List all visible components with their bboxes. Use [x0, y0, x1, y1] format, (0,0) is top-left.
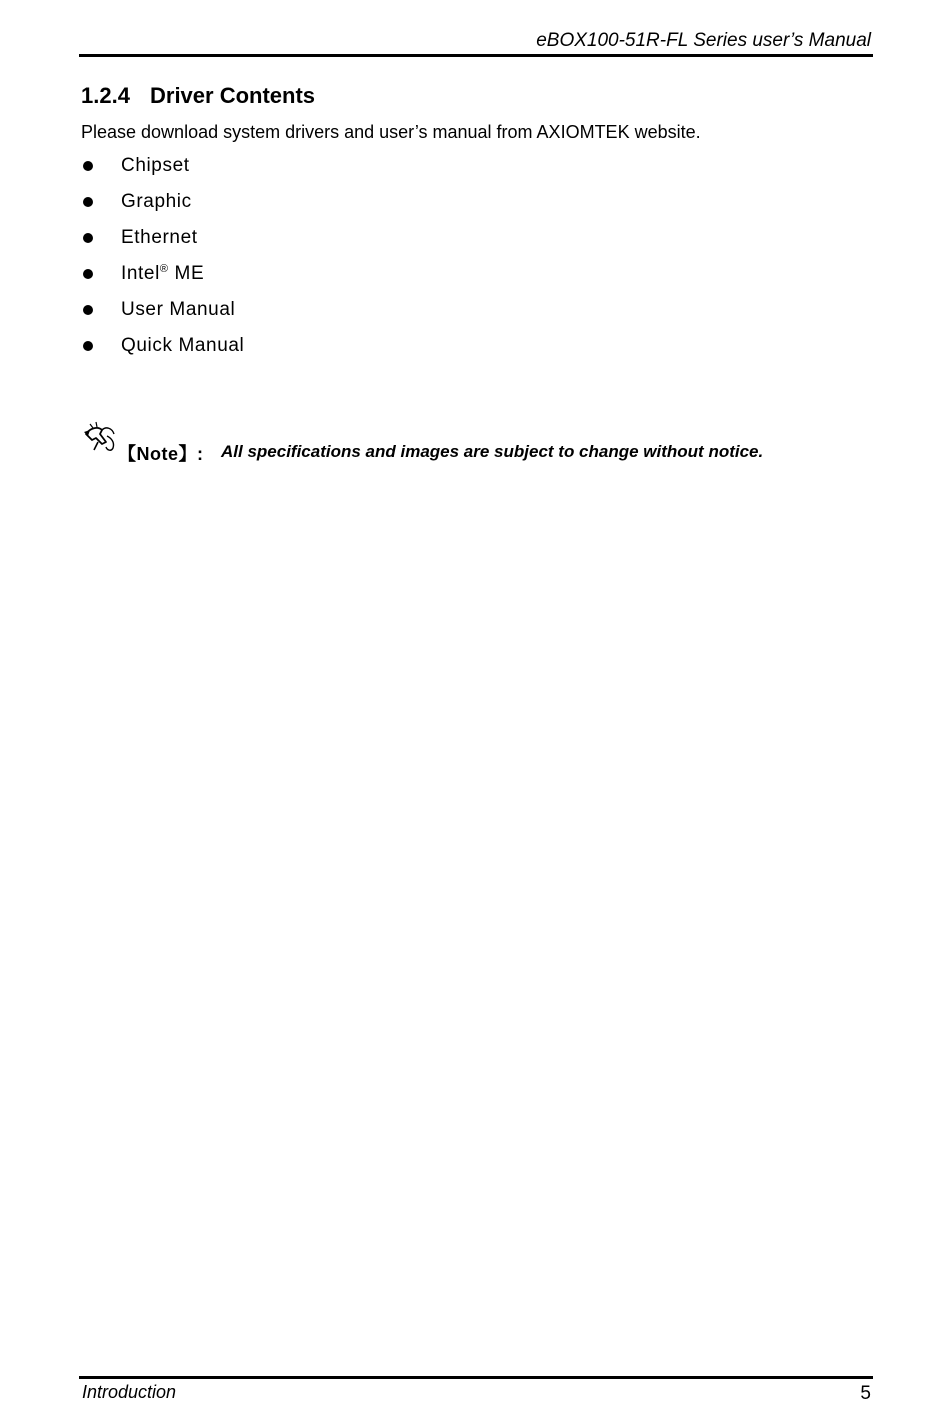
bullet-icon — [83, 269, 93, 279]
driver-label: Quick Manual — [121, 335, 245, 356]
driver-label-suffix: ME — [168, 263, 205, 284]
section-number: 1.2.4 — [81, 83, 130, 108]
driver-label: Chipset — [121, 155, 190, 176]
bullet-icon — [83, 161, 93, 171]
bullet-icon — [83, 305, 93, 315]
footer-chapter: Introduction — [82, 1382, 177, 1402]
note-text: All specifications and images are subject to change without notice. — [221, 442, 764, 461]
bullet-icon — [83, 197, 93, 207]
bullet-icon — [83, 233, 93, 243]
driver-label: User Manual — [121, 299, 236, 320]
driver-label — [121, 261, 204, 287]
driver-label: Graphic — [121, 191, 192, 212]
note-label: 【Note】: — [118, 444, 204, 464]
bullet-icon — [83, 341, 93, 351]
section-heading — [81, 83, 315, 109]
header-divider — [79, 54, 873, 57]
section-title: Driver Contents — [150, 83, 316, 108]
driver-label: Ethernet — [121, 227, 198, 248]
page-number: 5 — [860, 1383, 871, 1404]
registered-mark: ® — [159, 263, 169, 275]
pushpin-note-icon — [80, 420, 120, 456]
running-header-title: eBOX100-51R-FL Series user’s Manual — [536, 30, 871, 51]
driver-label-main: Intel — [121, 263, 160, 284]
intro-paragraph: Please download system drivers and user’s manual from AXIOMTEK website. — [81, 122, 701, 142]
footer-divider — [79, 1376, 873, 1379]
